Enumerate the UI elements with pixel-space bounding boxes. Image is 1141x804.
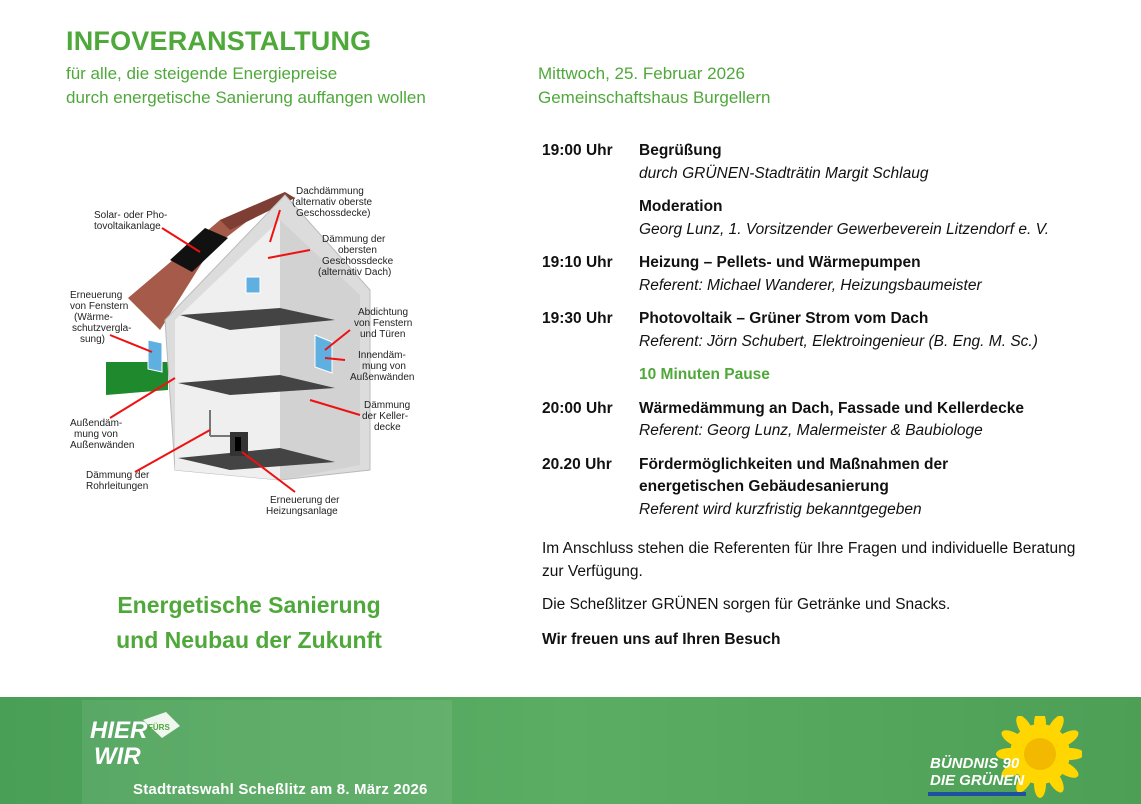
label-obersten: Dämmung der obersten Geschossdecke (alternativ Dach) xyxy=(318,234,394,278)
label-solar: Solar- oder Pho-tovoltaikanlage xyxy=(94,210,168,232)
agenda-time: 19:10 Uhr xyxy=(542,254,613,271)
slogan-line-1: Energetische Sanierung xyxy=(117,592,381,618)
closing-text-1: Im Anschluss stehen die Referenten für Ihre Fragen und individuelle Beratung zur Verfügung. xyxy=(542,540,1076,580)
agenda xyxy=(542,140,1102,532)
agenda-detail: durch GRÜNEN-Stadträtin Margit Schlaug xyxy=(639,164,929,182)
agenda-time xyxy=(542,196,639,241)
svg-text:FÜRS: FÜRS xyxy=(148,723,170,732)
label-abdichtung: Abdichtung von Fenstern und Türen xyxy=(354,307,413,340)
agenda-item xyxy=(542,252,1102,297)
agenda-detail: Referent: Michael Wanderer, Heizungsbaumeister xyxy=(639,276,982,294)
subtitle-line-2: durch energetische Sanierung auffangen wollen xyxy=(66,88,426,107)
label-innen: Innendäm-mung von Außenwänden xyxy=(350,350,415,383)
closing-text-2: Die Scheßlitzer GRÜNEN sorgen für Getränke und Snacks. xyxy=(542,596,951,613)
agenda-item xyxy=(542,454,1102,522)
election-text: Stadtratswahl Scheßlitz am 8. März 2026 xyxy=(133,781,428,798)
agenda-item xyxy=(542,140,1102,185)
subtitle-line-1: für alle, die steigende Energiepreise xyxy=(66,64,338,83)
label-fenster: Erneuerung von Fenstern (Wärme-schutzvergla-sung) xyxy=(70,290,132,345)
label-keller: Dämmung der Keller-decke xyxy=(362,400,411,433)
agenda-detail: Georg Lunz, 1. Vorsitzender Gewerbeverein Litzendorf e. V. xyxy=(639,220,1050,238)
label-heizung: Erneuerung der Heizungsanlage xyxy=(266,495,340,517)
event-title: INFOVERANSTALTUNG xyxy=(66,26,372,56)
agenda-item xyxy=(542,196,1102,241)
party-line-2: DIE GRÜNEN xyxy=(930,772,1025,789)
event-date: Mittwoch, 25. Februar 2026 xyxy=(538,64,745,83)
label-rohr: Dämmung der Rohrleitungen xyxy=(86,470,150,492)
agenda-pause xyxy=(542,364,1102,387)
label-aussen: Außendäm-mung von Außenwänden xyxy=(70,418,135,451)
agenda-item xyxy=(542,398,1102,443)
hier-fuers-wir-logo xyxy=(88,708,188,778)
event-date-venue xyxy=(538,62,770,110)
window-right xyxy=(315,335,332,373)
agenda-time: 19:00 Uhr xyxy=(542,142,613,159)
window-attic xyxy=(246,277,260,293)
agenda-title: Begrüßung xyxy=(639,142,722,159)
event-venue: Gemeinschaftshaus Burgellern xyxy=(538,88,771,107)
agenda-title: Heizung – Pellets- und Wärmepumpen xyxy=(639,254,921,271)
svg-text:WIR: WIR xyxy=(94,743,141,770)
agenda-time: 20.20 Uhr xyxy=(542,455,612,473)
agenda-time: 20:00 Uhr xyxy=(542,399,613,417)
agenda-title: Fördermöglichkeiten und Maßnahmen der energetischen Gebäudesanierung xyxy=(639,455,949,495)
agenda-title: Moderation xyxy=(639,198,723,215)
agenda-item xyxy=(542,308,1102,353)
svg-text:HIER: HIER xyxy=(90,717,148,744)
party-line-1: BÜNDNIS 90 xyxy=(930,755,1020,772)
house-diagram xyxy=(70,180,430,525)
agenda-detail: Referent: Georg Lunz, Malermeister & Baubiologe xyxy=(639,422,983,439)
agenda-time xyxy=(542,364,639,387)
window-left xyxy=(148,340,162,372)
agenda-detail: Referent wird kurzfristig bekanntgegeben xyxy=(639,500,922,518)
agenda-title: Wärmedämmung an Dach, Fassade und Kellerdecke xyxy=(639,399,1025,417)
agenda-time: 19:30 Uhr xyxy=(542,310,613,327)
label-dach: Dachdämmung (alternativ oberste Geschossdecke) xyxy=(292,186,373,219)
agenda-title: Photovoltaik – Grüner Strom vom Dach xyxy=(639,310,929,327)
pause-label: 10 Minuten Pause xyxy=(639,366,770,383)
event-subtitle xyxy=(66,62,426,110)
closing-text-3: Wir freuen uns auf Ihren Besuch xyxy=(542,631,781,648)
slogan xyxy=(64,588,434,658)
party-name xyxy=(930,755,1024,789)
agenda-detail: Referent: Jörn Schubert, Elektroingenieur (B. Eng. M. Sc.) xyxy=(639,332,1038,350)
slogan-line-2: und Neubau der Zukunft xyxy=(116,627,382,653)
